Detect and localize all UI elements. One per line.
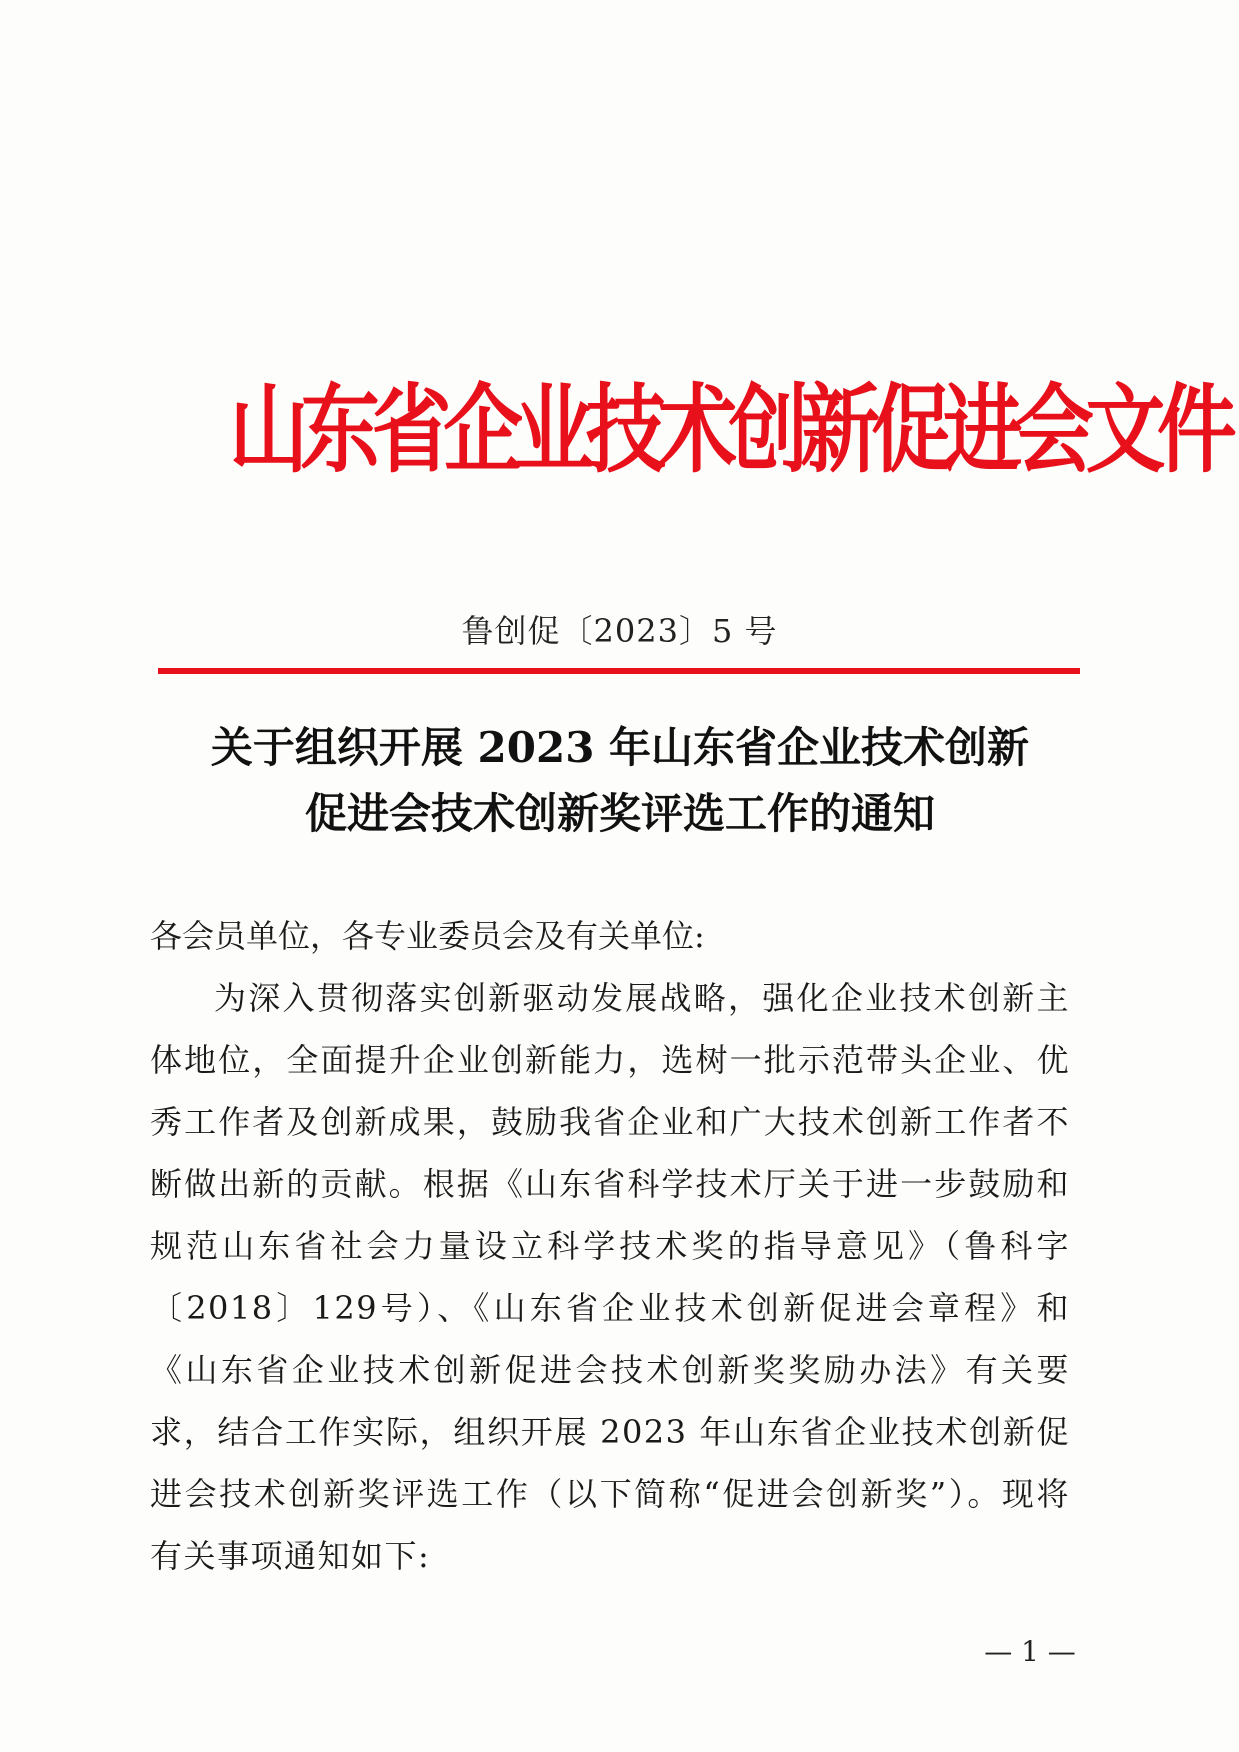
- notice-body: [150, 905, 1070, 1587]
- notice-title: [150, 715, 1090, 847]
- notice-title-line-1: 关于组织开展 2023 年山东省企业技术创新: [210, 723, 1030, 772]
- page-number: — 1 —: [984, 1635, 1076, 1668]
- salutation: 各会员单位，各专业委员会及有关单位:: [150, 917, 705, 955]
- document-number: 鲁创促〔2023〕5 号: [461, 612, 778, 650]
- issuing-organization-header: 山东省企业技术创新促进会文件: [229, 374, 1229, 486]
- red-divider-line: [158, 668, 1080, 674]
- notice-title-line-2: 促进会技术创新奖评选工作的通知: [304, 789, 935, 838]
- body-paragraph: 为深入贯彻落实创新驱动发展战略，强化企业技术创新主体地位，全面提升企业创新能力，选树一批示范带头企业、优秀工作者及创新成果，鼓励我省企业和广大技术创新工作者不断做出新的贡献。根据《山东省科学技术厅关于进一步鼓励和规范山东省社会力量设立科学技术奖的指导意见》（鲁科字〔2018〕129号）、《山东省企业技术创新促进会章程》和《山东省企业技术创新促进会技术创新奖奖励办法》有关要求，结合工作实际，组织开展 2023 年山东省企业技术创新促进会技术创新奖评选工作（以下简称“促进会创新奖”）。现将有关事项通知如下:: [150, 979, 1070, 1575]
